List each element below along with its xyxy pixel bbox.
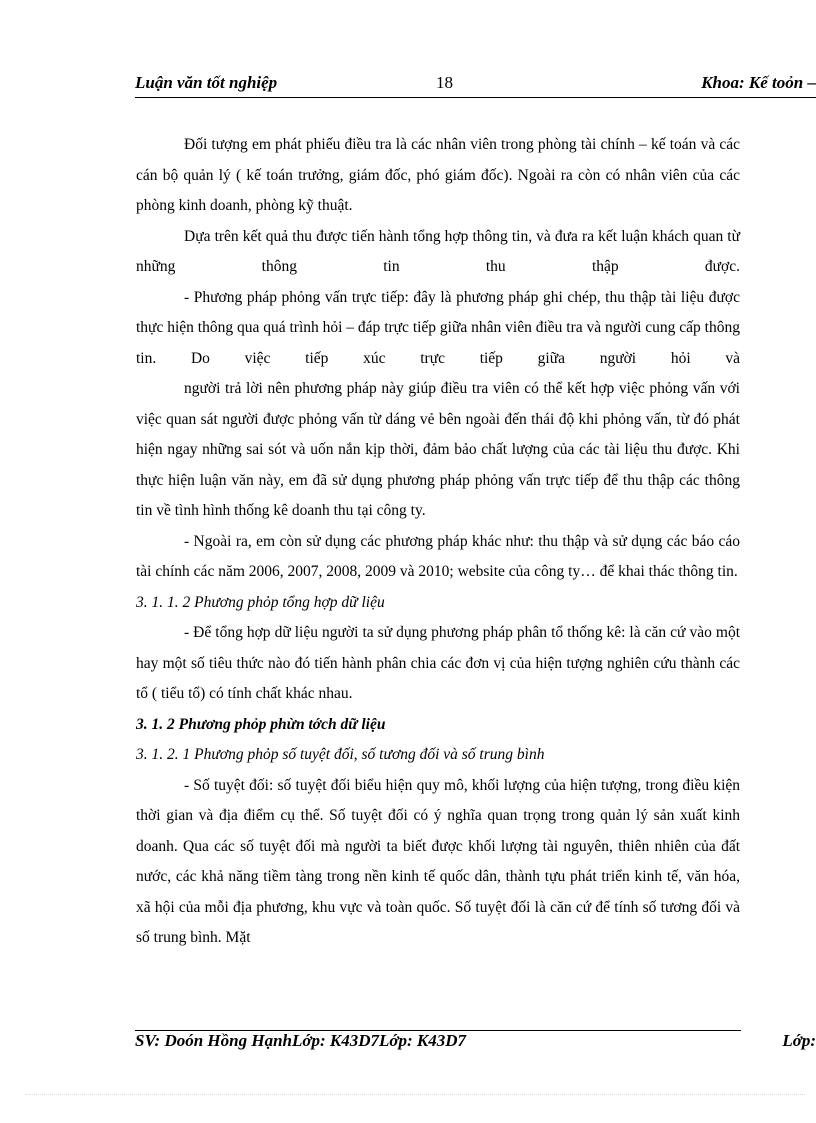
header-divider xyxy=(135,97,816,98)
heading-3-1-1-2: 3. 1. 1. 2 Phương phỏp tổng hợp dữ liệu xyxy=(136,593,385,611)
header-thesis-title: Luận văn tốt nghiệp xyxy=(135,73,278,92)
paragraph-absolute-numbers: - Số tuyệt đối: số tuyệt đối biểu hiện quy mô, khối lượng của hiện tượng, trong điều kiện thời gian và địa điểm cụ thể. Số tuyệt đối có ý nghĩa quan trọng trong quản lý sản xuất kinh doanh. Qua các số tuyệt đối mà người ta biết được khối lượng tài nguyên, thiên nhiên của đất nước, các khả năng tiềm tàng trong nền kinh tế quốc dân, thành tựu phát triển kinh tế, văn hóa, xã hội của mỗi địa phương, khu vực và toàn quốc. Số tuyệt đối là căn cứ để tính số tương đối và số trung bình. Mặt xyxy=(136,776,740,946)
paragraph-interview-details: người trả lời nên phương pháp này giúp điều tra viên có thể kết hợp việc phỏng vấn với việc quan sát người được phỏng vấn từ dáng vẻ bên ngoài đến thái độ khi phỏng vấn, từ đó phát hiện ngay những sai sót và uốn nắn kịp thời, đảm bảo chất lượng của các tài liệu thu được. Khi thực hiện luận văn này, em đã sử dụng phương pháp phỏng vấn trực tiếp để thu thập các thông tin về tình hình thống kê doanh thu tại công ty. xyxy=(136,380,740,519)
page-number: 18 xyxy=(436,73,453,92)
paragraph-other-methods: - Ngoài ra, em còn sử dụng các phương pháp khác như: thu thập và sử dụng các báo cáo tài chính các năm 2006, 2007, 2008, 2009 và 2010; website của công ty… để khai thác thông tin. xyxy=(136,532,740,580)
paragraph-survey-subjects: Đối tượng em phát phiếu điều tra là các nhân viên trong phòng tài chính – kế toán và các cán bộ quản lý ( kế toán trưởng, giám đốc, phó giám đốc). Ngoài ra còn có nhân viên của các phòng kinh doanh, phòng kỹ thuật. xyxy=(136,136,740,214)
heading-3-1-2: 3. 1. 2 Phương phỏp phừn tớch dữ liệu xyxy=(136,715,386,733)
page-header xyxy=(135,73,816,97)
page-footer xyxy=(135,1031,816,1055)
header-faculty: Khoa: Kế toỏn – xyxy=(701,73,816,92)
paragraph-interview-method: - Phương pháp phỏng vấn trực tiếp: đây là phương pháp ghi chép, thu thập tài liệu được thực hiện thông qua quá trình hỏi – đáp trực tiếp giữa nhân viên điều tra và người cung cấp thông tin. Do việc tiếp xúc trực tiếp giữa người hỏi và xyxy=(136,288,740,367)
document-body xyxy=(136,130,740,954)
page-bottom-edge xyxy=(25,1094,805,1095)
paragraph-grouping: - Để tổng hợp dữ liệu người ta sử dụng phương pháp phân tổ thống kê: là căn cứ vào một hay một số tiêu thức nào đó tiến hành phân chia các đơn vị của hiện tượng nghiên cứu thành các tổ ( tiểu tổ) có tính chất khác nhau. xyxy=(136,624,740,702)
footer-class: Lớp: xyxy=(782,1031,816,1050)
heading-3-1-2-1: 3. 1. 2. 1 Phương phỏp số tuyệt đối, số tương đối và số trung bình xyxy=(136,746,545,763)
footer-student: SV: Doón Hồng HạnhLớp: K43D7Lớp: K43D7 xyxy=(135,1031,467,1050)
paragraph-synthesis: Dựa trên kết quả thu được tiến hành tổng hợp thông tin, và đưa ra kết luận khách quan từ những thông tin thu thập được. xyxy=(136,227,740,275)
